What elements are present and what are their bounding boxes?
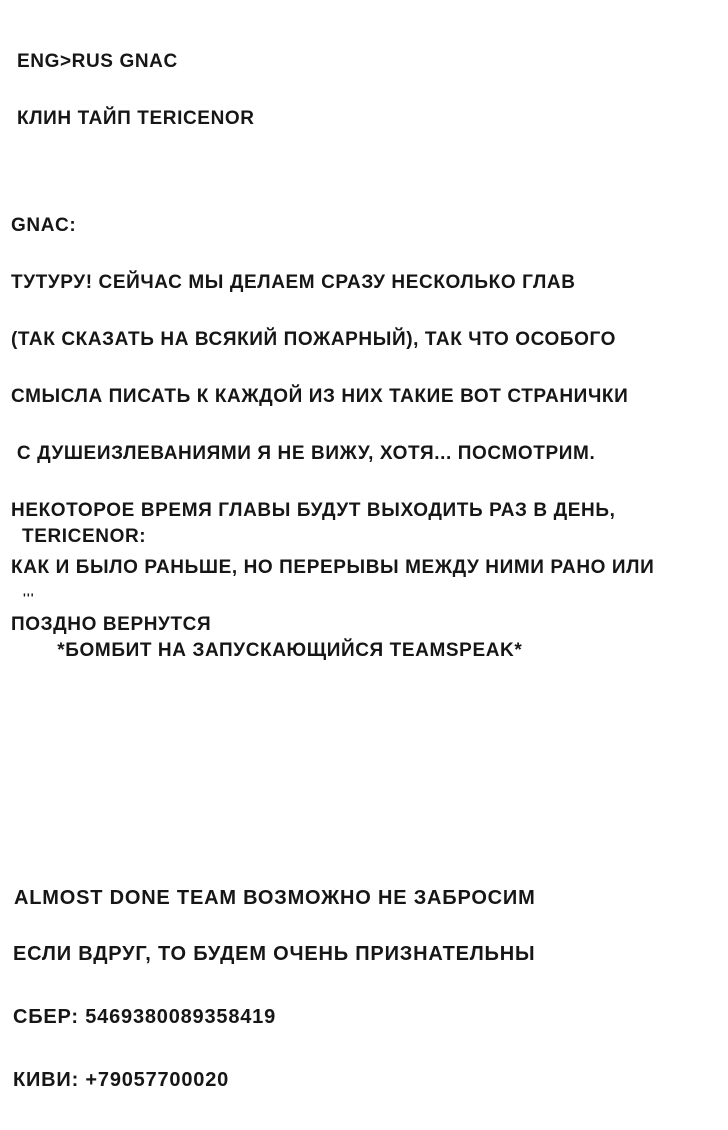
credits-header (17, 15, 255, 165)
donation-note (13, 905, 535, 1130)
gnac-note-line: КАК И БЫЛО РАНЬШЕ, НО ПЕРЕРЫВЫ МЕЖДУ НИМИ РАНО ИЛИ (11, 557, 655, 578)
gnac-note-line: НЕКОТОРОЕ ВРЕМЯ ГЛАВЫ БУДУТ ВЫХОДИТЬ РАЗ В ДЕНЬ, (11, 500, 616, 521)
tericenor-action-text: *БОМБИТ НА ЗАПУСКАЮЩИЙСЯ TEAMSPEAK* (57, 640, 523, 661)
gnac-speaker-label: GNAC: (11, 215, 77, 236)
gnac-note-line: СМЫСЛА ПИСАТЬ К КАЖДОЙ ИЗ НИХ ТАКИЕ ВОТ СТРАНИЧКИ (11, 386, 629, 407)
tericenor-speaker-label: TERICENOR: (22, 526, 147, 547)
tericenor-note (22, 490, 522, 718)
donation-appeal-line: ЕСЛИ ВДРУГ, ТО БУДЕМ ОЧЕНЬ ПРИЗНАТЕЛЬНЫ (13, 943, 536, 965)
gnac-note-line: ТУТУРУ! СЕЙЧАС МЫ ДЕЛАЕМ СРАЗУ НЕСКОЛЬКО ГЛАВ (11, 272, 576, 293)
gnac-note-line: С ДУШЕИЗЛЕВАНИЯМИ Я НЕ ВИЖУ, ХОТЯ... ПОСМОТРИМ. (11, 443, 596, 464)
asterisk-tick-marks: ''' (23, 591, 35, 605)
gnac-note-line: (ТАК СКАЗАТЬ НА ВСЯКИЙ ПОЖАРНЫЙ), ТАК ЧТО ОСОБОГО (11, 329, 616, 350)
team-status-line: ALMOST DONE TEAM ВОЗМОЖНО НЕ ЗАБРОСИМ (14, 887, 536, 909)
donation-sber-line: СБЕР: 5469380089358419 (13, 1006, 277, 1028)
gnac-note-line: ПОЗДНО ВЕРНУТСЯ (11, 614, 212, 635)
credit-translator-line: ENG>RUS GNAC (17, 51, 178, 72)
tericenor-action-line (22, 591, 523, 682)
credit-clean-typeset-line: КЛИН ТАЙП TERICENOR (17, 108, 255, 129)
donation-qiwi-line: КИВИ: +79057700020 (13, 1069, 230, 1091)
